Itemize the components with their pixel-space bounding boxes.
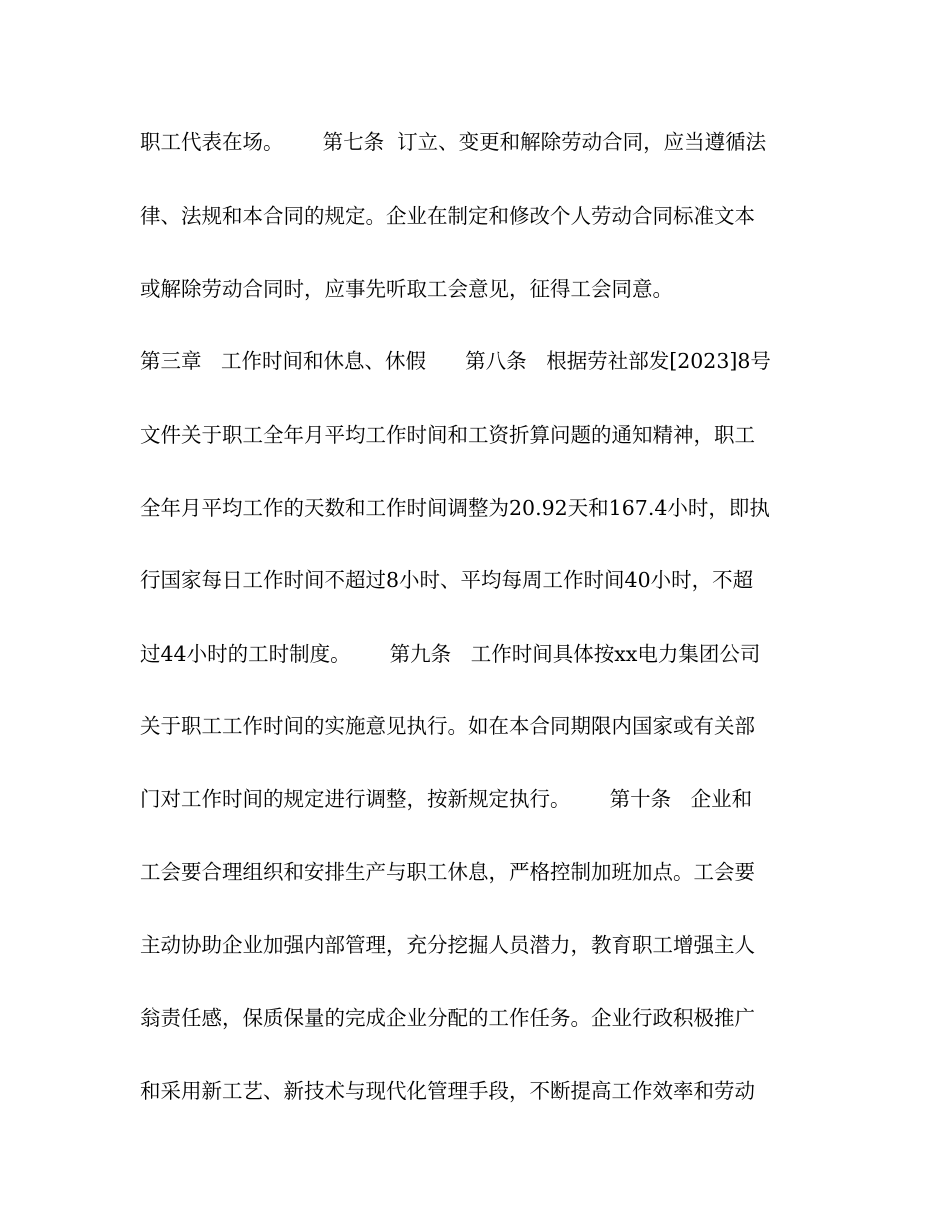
- text-line: 过44小时的工时制度。 第九条 工作时间具体按xx电力集团公司: [140, 642, 761, 666]
- text-line: 第三章 工作时间和休息、休假 第八条 根据劳社部发[2023]8号: [140, 349, 771, 373]
- text-line: 和采用新工艺、新技术与现代化管理手段，不断提高工作效率和劳动: [140, 1079, 755, 1103]
- text-line: 行国家每日工作时间不超过8小时、平均每周工作时间40小时，不超: [140, 568, 754, 592]
- text-line: 关于职工工作时间的实施意见执行。如在本合同期限内国家或有关部: [140, 714, 755, 738]
- text-line: 或解除劳动合同时，应事先听取工会意见，征得工会同意。: [140, 277, 673, 301]
- text-line: 全年月平均工作的天数和工作时间调整为20.92天和167.4小时，即执: [140, 496, 770, 520]
- text-line: 主动协助企业加强内部管理，充分挖掘人员潜力，教育职工增强主人: [140, 933, 755, 957]
- text-line: 律、法规和本合同的规定。企业在制定和修改个人劳动合同标准文本: [140, 204, 755, 228]
- text-line: 门对工作时间的规定进行调整，按新规定执行。 第十条 企业和: [140, 787, 753, 811]
- text-line: 翁责任感，保质保量的完成企业分配的工作任务。企业行政积极推广: [140, 1006, 755, 1030]
- text-line: 文件关于职工全年月平均工作时间和工资折算问题的通知精神，职工: [140, 423, 755, 447]
- text-line: 工会要合理组织和安排生产与职工休息，严格控制加班加点。工会要: [140, 860, 755, 884]
- text-line: 职工代表在场。 第七条 订立、变更和解除劳动合同，应当遵循法: [140, 130, 767, 154]
